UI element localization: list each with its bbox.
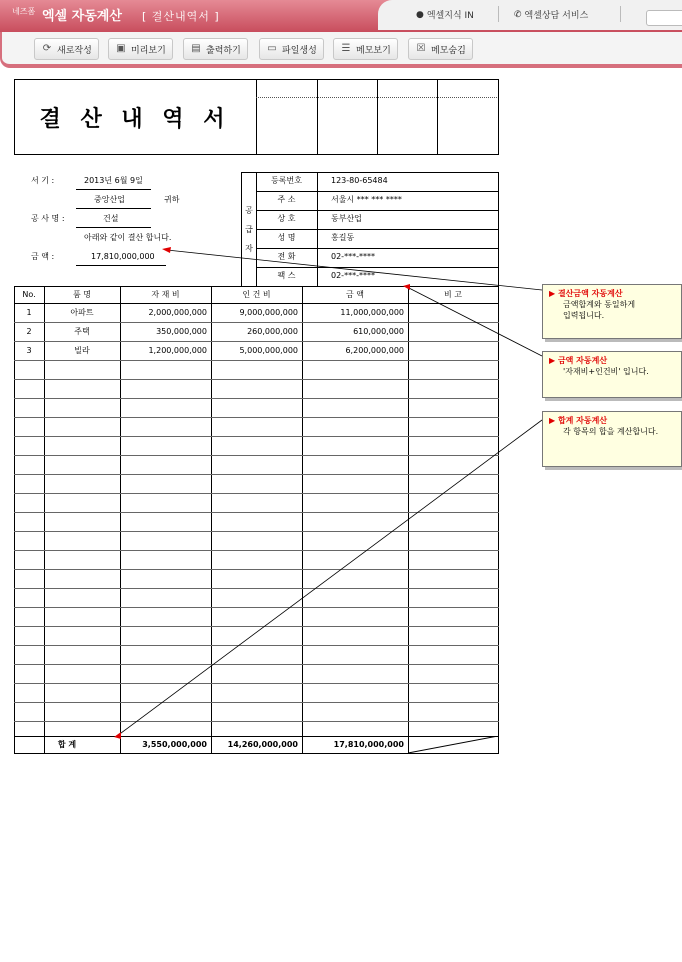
row-material[interactable]: 2,000,000,000 [148, 308, 207, 317]
memo-icon: ☰ [341, 43, 351, 54]
supplier-name[interactable]: 홍길동 [331, 233, 355, 242]
amount-value[interactable]: 17,810,000,000 [91, 252, 155, 261]
memo-hide-icon: ☒ [416, 43, 426, 54]
honorific: 귀하 [164, 195, 180, 204]
comment-amount-calc[interactable] [542, 351, 682, 398]
tab-label: 엑셀지식 IN [426, 11, 474, 21]
row-no[interactable]: 2 [26, 327, 32, 336]
date-label: 서 기 : [31, 176, 55, 185]
tab-label: 엑셀상담 서비스 [524, 11, 589, 21]
supplier-phone[interactable]: 02-***-**** [331, 252, 375, 261]
row-labor[interactable]: 9,000,000,000 [239, 308, 298, 317]
column-header: 품 명 [73, 290, 91, 299]
total-material: 3,550,000,000 [142, 740, 207, 749]
comment-title: ▶ 합계 자동계산 [549, 416, 608, 425]
comment-marker [403, 284, 410, 290]
row-amount[interactable]: 11,000,000,000 [340, 308, 404, 317]
supplier-field-label: 성 명 [277, 233, 296, 242]
settlement-message: 아래와 같이 결산 합니다. [84, 233, 172, 242]
total-label: 합 계 [57, 740, 77, 749]
supplier-fax[interactable]: 02-***-**** [331, 271, 375, 280]
supplier-reg-no[interactable]: 123-80-65484 [331, 176, 388, 185]
brand-logo: 네즈폼 [12, 7, 36, 16]
comment-title: ▶ 결산금액 자동계산 [549, 289, 623, 298]
column-header: No. [22, 290, 36, 299]
print-icon: ▤ [191, 43, 201, 54]
row-no[interactable]: 3 [26, 346, 32, 355]
supplier-field-label: 팩 스 [277, 271, 296, 280]
project-label: 공 사 명 : [31, 214, 65, 223]
comment-line: 금액합계와 동일하게 [563, 299, 636, 309]
row-item[interactable]: 빌라 [74, 346, 90, 355]
button-label: 미리보기 [131, 45, 166, 56]
row-material[interactable]: 350,000,000 [156, 327, 207, 336]
row-labor[interactable]: 260,000,000 [247, 327, 298, 336]
column-header: 비 고 [444, 290, 462, 299]
row-amount[interactable]: 610,000,000 [353, 327, 404, 336]
button-label: 새로작성 [57, 45, 92, 56]
comment-settlement-amount[interactable] [542, 284, 682, 339]
comment-marker [114, 732, 121, 739]
row-labor[interactable]: 5,000,000,000 [239, 346, 298, 355]
phone-icon: ✆ [514, 9, 522, 20]
button-label: 파일생성 [282, 45, 317, 56]
button-label: 메모보기 [356, 45, 391, 56]
supplier-company[interactable]: 동부산업 [331, 214, 362, 223]
row-item[interactable]: 아파트 [70, 308, 94, 317]
button-label: 메모숨김 [431, 45, 466, 56]
supplier-label: 공 급 자 [245, 206, 253, 253]
column-header: 금 액 [346, 290, 364, 299]
recipient-value[interactable]: 중앙산업 [94, 195, 125, 204]
project-value[interactable]: 건설 [103, 214, 119, 223]
row-item[interactable]: 주택 [74, 327, 90, 336]
folder-icon: ▭ [267, 43, 277, 54]
comment-marker [162, 247, 171, 253]
comment-total-calc[interactable] [542, 411, 682, 467]
comment-line: 각 항목의 합을 계산합니다. [563, 426, 659, 436]
column-header: 자 재 비 [151, 290, 180, 299]
amount-label: 금 액 : [31, 252, 55, 261]
button-label: 출력하기 [206, 45, 241, 56]
total-labor: 14,260,000,000 [227, 740, 298, 749]
document-title-tag: [ 결산내역서 ] [142, 10, 220, 23]
row-material[interactable]: 1,200,000,000 [148, 346, 207, 355]
comment-line: '자재비+인건비' 입니다. [563, 366, 649, 376]
row-no[interactable]: 1 [26, 308, 32, 317]
date-value[interactable]: 2013년 6월 9일 [84, 176, 143, 185]
supplier-field-label: 전 화 [277, 252, 296, 261]
bulb-icon: ● [416, 9, 424, 20]
total-amount: 17,810,000,000 [333, 740, 404, 749]
supplier-field-label: 주 소 [277, 195, 296, 204]
monitor-icon: ▣ [116, 43, 126, 54]
comment-line: 입력됩니다. [563, 310, 605, 320]
document-title: 결 산 내 역 서 [39, 106, 231, 132]
app-title: 엑셀 자동계산 [42, 9, 122, 24]
column-header: 인 건 비 [242, 290, 271, 299]
supplier-field-label: 등록번호 [271, 176, 302, 185]
refresh-icon: ⟳ [42, 43, 52, 54]
comment-title: ▶ 금액 자동계산 [549, 356, 608, 365]
row-amount[interactable]: 6,200,000,000 [345, 346, 404, 355]
supplier-field-label: 상 호 [277, 214, 296, 223]
supplier-address[interactable]: 서울시 *** *** **** [331, 195, 402, 204]
